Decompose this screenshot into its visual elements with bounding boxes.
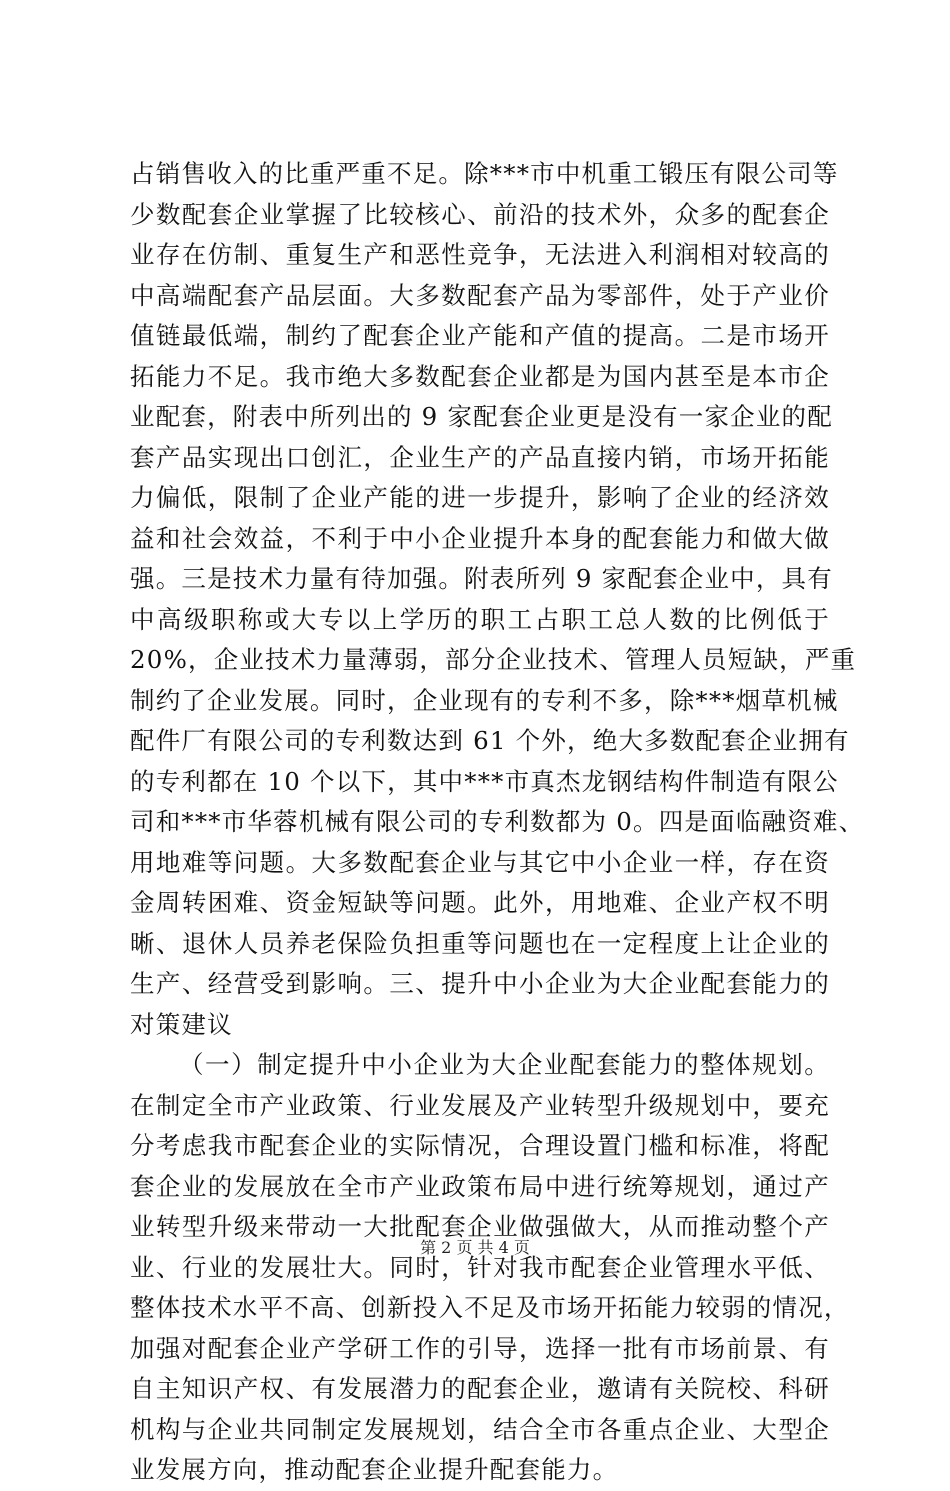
text-line: 套产品实现出口创汇，企业生产的产品直接内销，市场开拓能 — [130, 442, 830, 472]
text-line: 晰、退休人员养老保险负担重等问题也在一定程度上让企业的 — [130, 928, 830, 958]
text-line: 少数配套企业掌握了比较核心、前沿的技术外，众多的配套企 — [130, 199, 830, 229]
text-line: 在制定全市产业政策、行业发展及产业转型升级规划中，要充 — [130, 1090, 830, 1120]
text-line: 业配套，附表中所列出的 9 家配套企业更是没有一家企业的配 — [130, 402, 833, 431]
text-line: 占销售收入的比重严重不足。除***市中机重工锻压有限公司等 — [130, 159, 839, 188]
text-line: 益和社会效益，不利于中小企业提升本身的配套能力和做大做 — [130, 523, 830, 553]
text-line: 整体技术水平不高、创新投入不足及市场开拓能力较弱的情况， — [130, 1293, 850, 1322]
text-line: 强。三是技术力量有待加强。附表所列 9 家配套企业中，具有 — [130, 564, 833, 593]
text-line: 自主知识产权、有发展潜力的配套企业，邀请有关院校、科研 — [130, 1374, 830, 1403]
text-line: 力偏低，限制了企业产能的进一步提升，影响了企业的经济效 — [130, 483, 830, 512]
text-line: 套企业的发展放在全市产业政策布局中进行统筹规划，通过产 — [130, 1171, 830, 1201]
text-line: 中高端配套产品层面。大多数配套产品为零部件，处于产业价 — [130, 280, 830, 310]
text-line: 值链最低端，制约了配套企业产能和产值的提高。二是市场开 — [130, 321, 830, 350]
text-line: 生产、经营受到影响。三、提升中小企业为大企业配套能力的 — [130, 969, 830, 998]
text-line: 拓能力不足。我市绝大多数配套企业都是为国内甚至是本市企 — [130, 361, 830, 391]
text-line: 金周转困难、资金短缺等问题。此外，用地难、企业产权不明 — [130, 888, 830, 917]
body-text — [130, 154, 865, 1491]
text-line: 用地难等问题。大多数配套企业与其它中小企业一样，存在资 — [130, 847, 830, 877]
text-line: 中高级职称或大专以上学历的职工占职工总人数的比例低于 — [130, 604, 830, 634]
text-line: 业存在仿制、重复生产和恶性竞争，无法进入利润相对较高的 — [130, 240, 830, 269]
text-line: 司和***市华蓉机械有限公司的专利数都为 0。四是面临融资难、 — [130, 807, 865, 836]
text-line: 的专利都在 10 个以下，其中***市真杰龙钢结构件制造有限公 — [130, 766, 839, 796]
text-line: 业转型升级来带动一大批配套企业做强做大，从而推动整个产 — [130, 1212, 830, 1241]
text-line: 机构与企业共同制定发展规划，结合全市各重点企业、大型企 — [130, 1414, 830, 1444]
page-footer: 第 2 页 共 4 页 — [420, 1238, 530, 1257]
text-line: 配件厂有限公司的专利数达到 61 个外，绝大多数配套企业拥有 — [130, 726, 850, 755]
text-line: 业、行业的发展壮大。同时，针对我市配套企业管理水平低、 — [130, 1252, 830, 1282]
text-line: 分考虑我市配套企业的实际情况，合理设置门槛和标准，将配 — [130, 1131, 830, 1160]
text-line: 对策建议 — [130, 1009, 233, 1039]
text-line: 业发展方向，推动配套企业提升配套能力。 — [130, 1455, 619, 1484]
text-line: 制约了企业发展。同时，企业现有的专利不多，除***烟草机械 — [130, 685, 839, 715]
text-line: （一）制定提升中小企业为大企业配套能力的整体规划。 — [179, 1050, 830, 1079]
text-line: 加强对配套企业产学研工作的引导，选择一批有市场前景、有 — [130, 1333, 830, 1363]
text-line: 20%，企业技术力量薄弱，部分企业技术、管理人员短缺，严重 — [130, 645, 857, 674]
